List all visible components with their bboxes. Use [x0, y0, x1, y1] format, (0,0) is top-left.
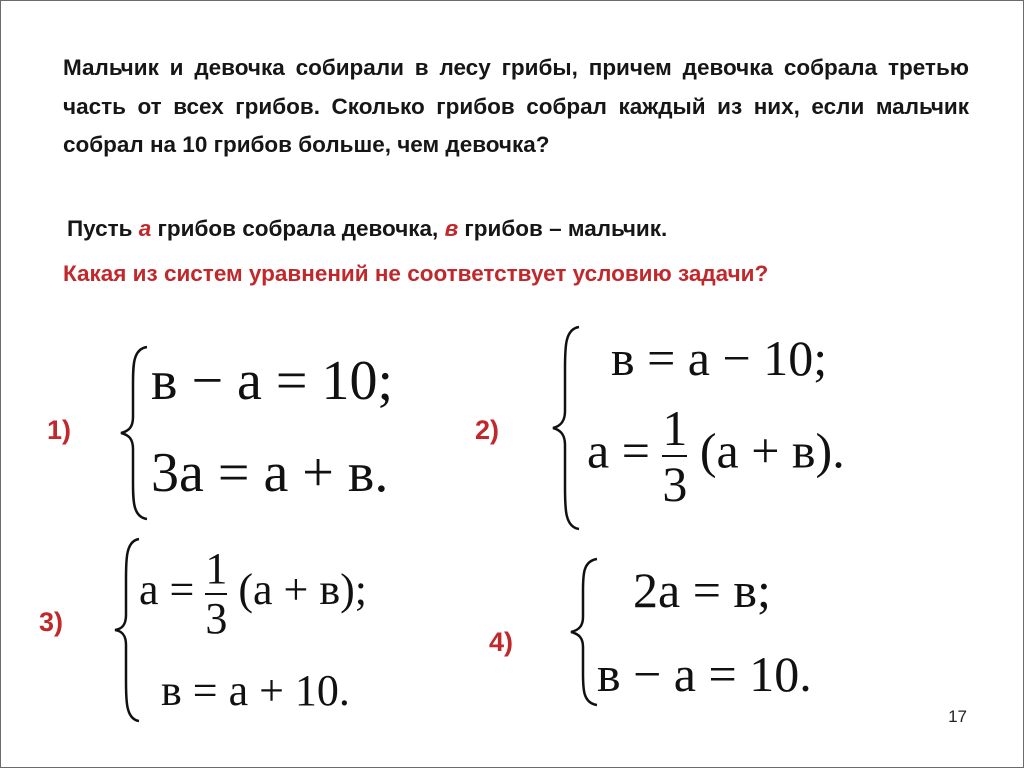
fraction-denominator: 3: [205, 594, 228, 643]
brace-icon: [551, 325, 581, 531]
option-2-eq2-lhs: а =: [587, 422, 650, 479]
option-3-eq1-rhs: (а + в);: [238, 565, 367, 615]
option-4-label: 4): [489, 627, 514, 657]
fraction-numerator: 1: [662, 400, 688, 456]
let-suffix: грибов – мальчик.: [464, 216, 668, 241]
brace-icon: [113, 537, 141, 723]
brace-icon: [569, 557, 599, 707]
option-2-label: 2): [475, 415, 500, 445]
option-4-eq2: в − а = 10.: [597, 646, 812, 702]
let-statement: [67, 216, 667, 242]
option-2-eq1: в = а − 10;: [611, 330, 828, 386]
fraction-denominator: 3: [662, 456, 688, 512]
fraction-one-third: [662, 400, 688, 512]
option-1-label: 1): [47, 415, 72, 445]
option-2-eq2-rhs: (а + в).: [699, 422, 845, 479]
fraction-numerator: 1: [205, 544, 228, 593]
brace-icon: [119, 345, 149, 521]
fraction-one-third: [205, 544, 228, 643]
option-3-eq2: в = а + 10.: [161, 666, 350, 715]
var-b: в: [444, 216, 459, 241]
page-number: 17: [948, 707, 967, 726]
option-3-eq1: [139, 544, 367, 643]
let-prefix: Пусть: [67, 216, 133, 241]
option-4-eq1: 2а = в;: [633, 562, 771, 618]
option-3-label: 3): [39, 607, 64, 637]
let-middle: грибов собрала девочка,: [157, 216, 439, 241]
option-3-eq1-lhs: а =: [139, 565, 195, 615]
question-text: Какая из систем уравнений не соответствует условию задачи?: [63, 261, 769, 286]
option-1-eq1: в − а = 10;: [151, 350, 394, 412]
problem-text: Мальчик и девочка собирали в лесу грибы, причем девочка собрала третью часть от всех грибов. Сколько грибов собрал каждый из них, если мальчик собрал на 10 грибов больше, чем девочка?: [63, 55, 969, 157]
option-2-eq2: [587, 400, 845, 512]
var-a: а: [138, 216, 152, 241]
option-1-eq2: 3а = а + в.: [151, 442, 389, 504]
